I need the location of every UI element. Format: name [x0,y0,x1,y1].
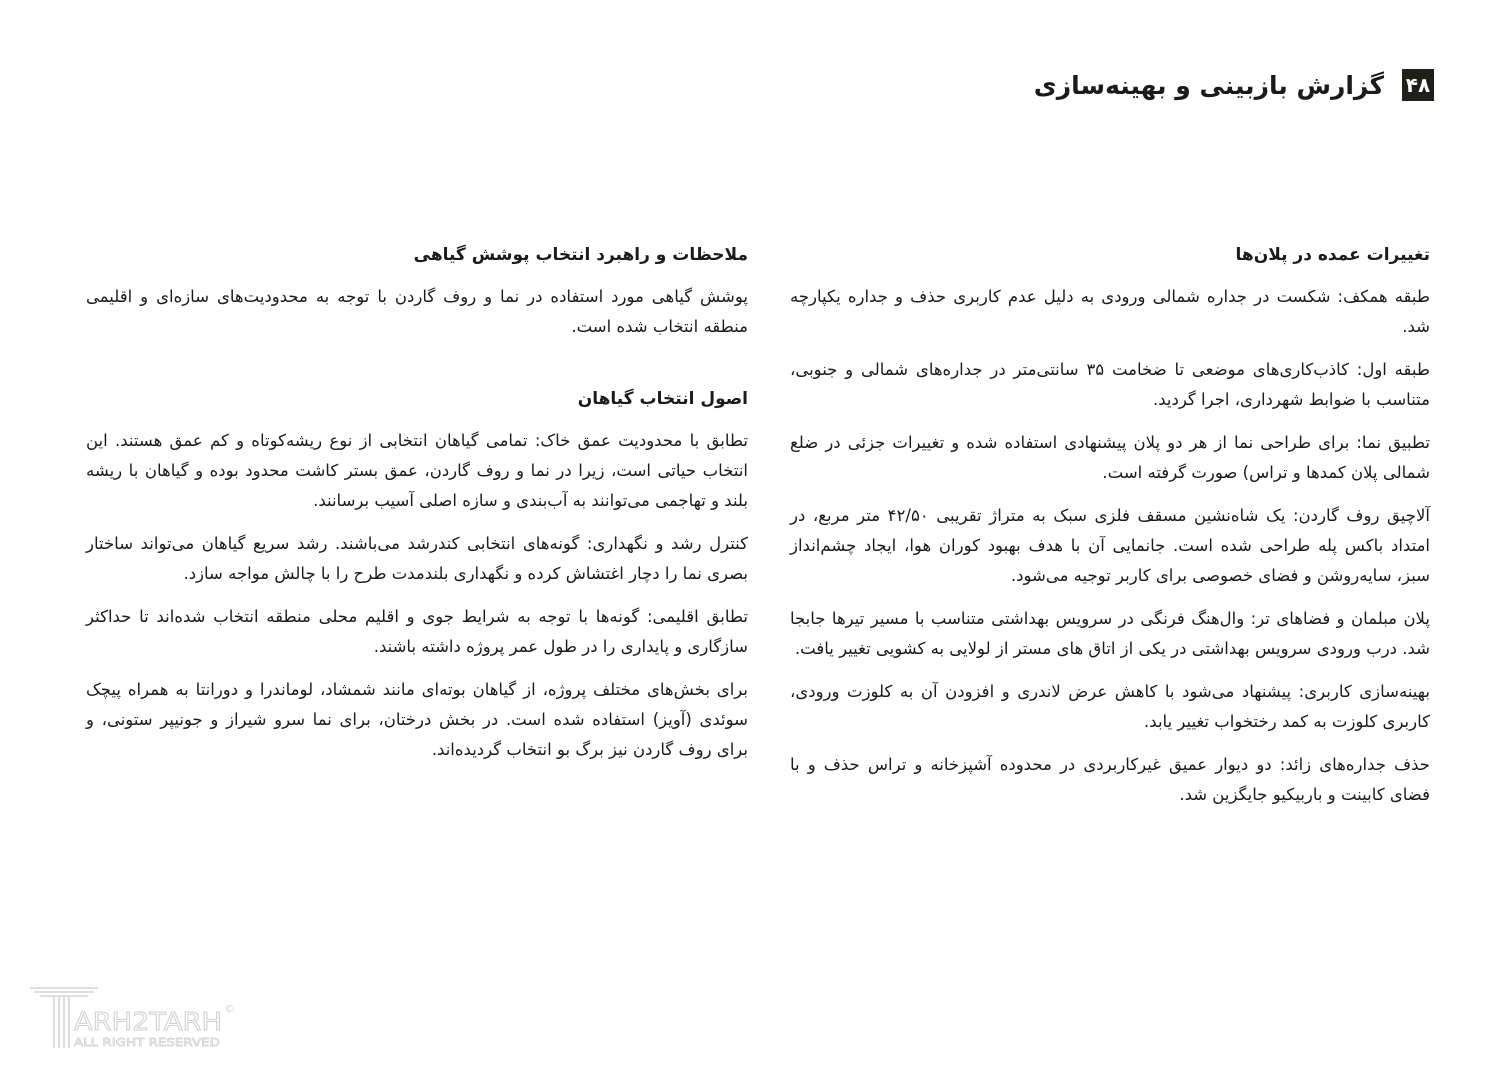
page-title: گزارش بازبینی و بهینه‌سازی [1033,70,1384,100]
subheading-plant-selection: اصول انتخاب گیاهان [577,389,748,409]
paragraph: تطبیق نما: برای طراحی نما از هر دو پلان پیشنهادی استفاده شده و تغییرات جزئی در ضلع شمالی پلان کمدها و تراس) صورت گرفته است. [790,433,1430,482]
watermark-logo [26,982,240,1056]
watermark-brand: ARH2TARH [74,1007,222,1036]
paragraph: آلاچیق روف گاردن: یک شاه‌نشین مسقف فلزی سبک به متراژ تقریبی ۴۲/۵۰ متر مربع، در امتداد باکس پله طراحی شده است. جانمایی آن با هدف بهبود کوران هوا، ایجاد چشم‌انداز سبز، سایه‌روشن و فضای خصوصی برای کاربر توجیه می‌شود. [790,506,1430,585]
paragraph: کنترل رشد و نگهداری: گونه‌های انتخابی کندرشد می‌باشند. رشد سریع گیاهان می‌تواند ساختار بصری نما را دچار اغتشاش کرده و نگهداری بلندمدت طرح را با چالش مواجه سازد. [86,534,748,583]
page-header [1034,66,1434,104]
paragraph: بهینه‌سازی کاربری: پیشنهاد می‌شود با کاهش عرض لاندری و افزودن آن به کلوزت ورودی، کاربری کلوزت به کمد رختخواب تغییر یابد. [790,682,1430,731]
paragraph: حذف جداره‌های زائد: دو دیوار عمیق غیرکاربردی در محدوده آشپزخانه و تراس حذف و با فضای کابینت و باربیکیو جایگزین شد. [790,755,1430,804]
left-column [86,240,748,778]
paragraph: طبقه همکف: شکست در جداره شمالی ورودی به دلیل عدم کاربری حذف و جداره یکپارچه شد. [790,287,1430,336]
paragraph: تطابق با محدودیت عمق خاک: تمامی گیاهان انتخابی از نوع ریشه‌کوتاه و کم عمق هستند. این انتخاب حیاتی است، زیرا در نما و روف گاردن، عمق بستر کاشت محدود بوده و گیاهان با ریشه بلند و تهاجمی می‌توانند به آب‌بندی و سازه اصلی آسیب برسانند. [86,431,748,510]
paragraph: پلان مبلمان و فضاهای تر: وال‌هنگ فرنگی در سرویس بهداشتی متناسب با مسیر تیرها جابجا شد. درب ورودی سرویس بهداشتی در یکی از اتاق های مستر از لولایی به کشویی تغییر یافت. [790,609,1430,658]
paragraph: طبقه اول: کاذب‌کاری‌های موضعی تا ضخامت ۳۵ سانتی‌متر در جداره‌های شمالی و جنوبی، متناسب با ضوابط شهرداری، اجرا گردید. [790,360,1430,409]
intro-paragraph: پوشش گیاهی مورد استفاده در نما و روف گاردن با توجه به محدودیت‌های سازه‌ای و اقلیمی منطقه انتخاب شده است. [86,287,748,336]
paragraph: برای بخش‌های مختلف پروژه، از گیاهان بوته‌ای مانند شمشاد، لوماندرا و دورانتا به همراه پیچک سوئدی (آویز) استفاده شده است. در بخش درختان، برای نما سرو شیراز و جونیپر ستونی، و برای روف گاردن نیز برگ بو انتخاب گردیده‌اند. [86,680,748,759]
section-heading-vegetation: ملاحظات و راهبرد انتخاب پوشش گیاهی [413,245,748,265]
page-number-badge: ۴۸ [1402,69,1434,101]
paragraph: تطابق اقلیمی: گونه‌ها با توجه به شرایط جوی و اقلیم محلی منطقه انتخاب شده‌اند تا حداکثر سازگاری و پایداری را در طول عمر پروژه داشته باشند. [86,607,748,656]
copyright-icon: © [224,1002,235,1015]
section-heading-plan-changes: تغییرات عمده در پلان‌ها [1235,245,1430,265]
right-column [790,240,1430,823]
watermark-tagline: ALL RIGHT RESERVED [74,1036,220,1049]
